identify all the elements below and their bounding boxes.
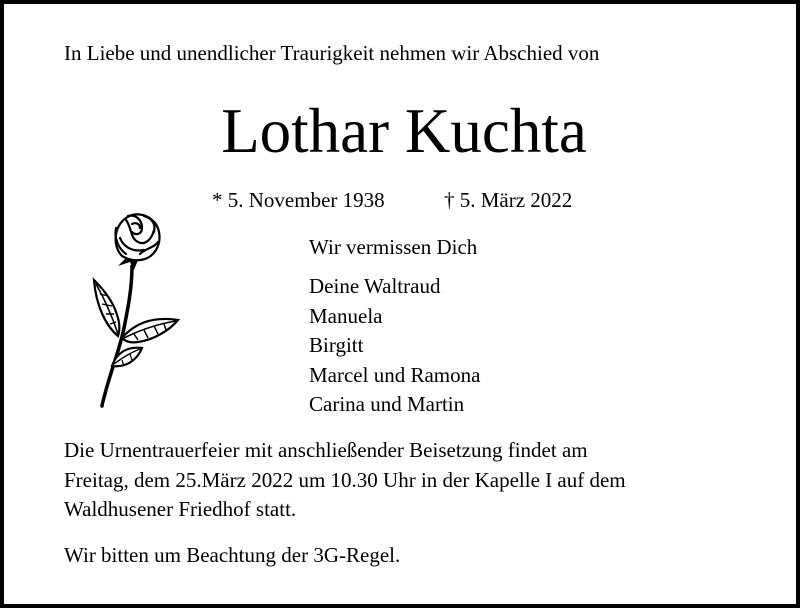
- family-member: Manuela: [309, 303, 383, 328]
- family-list: [309, 272, 480, 420]
- family-member: Marcel und Ramona: [309, 362, 481, 387]
- rose-icon: [82, 208, 182, 408]
- ceremony-line: Waldhusener Friedhof statt.: [64, 497, 297, 521]
- miss-you-text: Wir vermissen Dich: [309, 235, 478, 259]
- ceremony-line: Die Urnentrauerfeier mit anschließender Beisetzung findet am: [64, 438, 588, 462]
- intro-text: In Liebe und unendlicher Traurigkeit nehmen wir Abschied von: [64, 41, 600, 65]
- family-member: Birgitt: [309, 333, 364, 357]
- death-date: † 5. März 2022: [444, 188, 573, 212]
- family-member: Carina und Martin: [309, 392, 465, 416]
- ceremony-paragraph: [64, 436, 626, 525]
- deceased-name: Lothar Kuchta: [221, 96, 587, 166]
- ceremony-line: Freitag, dem 25.März 2022 um 10.30 Uhr in der Kapelle I auf dem: [64, 467, 626, 492]
- family-member: Deine Waltraud: [309, 274, 441, 298]
- birth-date: * 5. November 1938: [212, 188, 385, 212]
- closing-note: Wir bitten um Beachtung der 3G-Regel.: [64, 543, 401, 567]
